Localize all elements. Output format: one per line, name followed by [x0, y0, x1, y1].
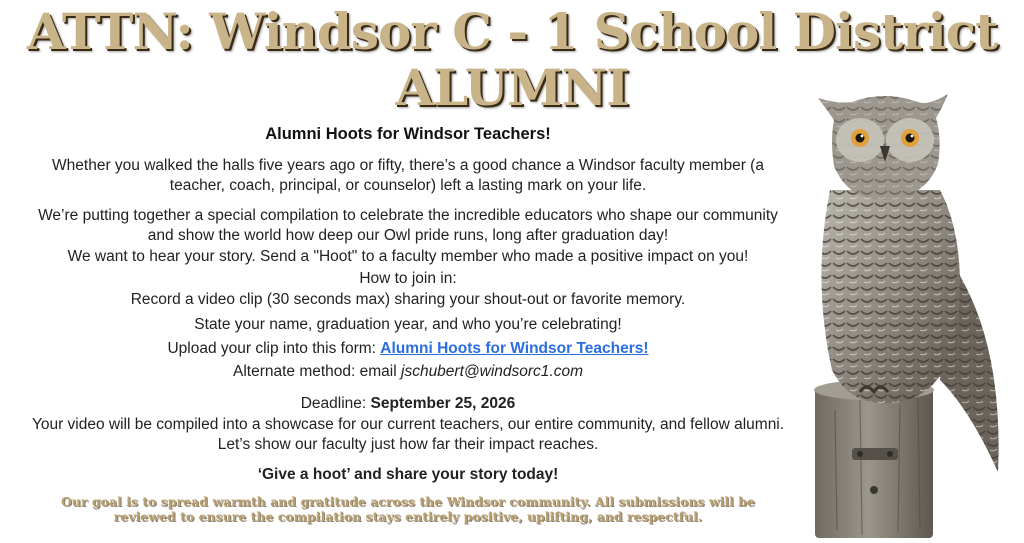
step-state: State your name, graduation year, and who you’re celebrating!: [194, 316, 622, 333]
step-record: Record a video clip (30 seconds max) sharing your shout-out or favorite memory.: [130, 291, 686, 308]
alt-prefix: Alternate method: email: [232, 363, 401, 380]
subhead: Alumni Hoots for Windsor Teachers!: [265, 125, 551, 143]
showcase-paragraph: Your video will be compiled into a showcase for our current teachers, our entire community, and fellow alumni. Let’s show our faculty just how far their impact reaches.: [31, 416, 785, 453]
form-link[interactable]: Alumni Hoots for Windsor Teachers!: [380, 340, 649, 357]
deadline-label: Deadline:: [300, 395, 371, 412]
compilation-paragraph: We’re putting together a special compilation to celebrate the incredible educators who shape our community and show the world how deep our Owl pride runs, long after graduation day!: [38, 207, 778, 244]
footnote: Our goal is to spread warmth and gratitude across the Windsor community. All submissions will be reviewed to ensure the compilation stays entirely positive, uplifting, and respectful.: [61, 494, 755, 524]
headline-line-1: ATTN: Windsor C - 1 School District: [26, 2, 998, 61]
deadline: [30, 394, 786, 414]
step-upload: [30, 339, 786, 359]
intro-paragraph: Whether you walked the halls five years ago or fifty, there’s a good chance a Windsor faculty member (a teacher, coach, principal, or counselor) left a lasting mark on your life.: [52, 157, 764, 194]
call-to-action: ‘Give a hoot’ and share your story today!: [257, 466, 559, 483]
owl-on-post-icon: [790, 80, 1020, 538]
alternate-method: [30, 362, 786, 382]
how-to-heading: How to join in:: [359, 270, 457, 287]
upload-prefix: Upload your clip into this form:: [167, 340, 381, 357]
owl-illustration: [790, 80, 1020, 538]
deadline-date: September 25, 2026: [370, 395, 516, 412]
story-paragraph: We want to hear your story. Send a "Hoot" to a faculty member who made a positive impact on you!: [67, 248, 749, 265]
contact-email: jschubert@windsorc1.com: [401, 363, 583, 380]
headline-line-2: ALUMNI: [395, 58, 629, 117]
